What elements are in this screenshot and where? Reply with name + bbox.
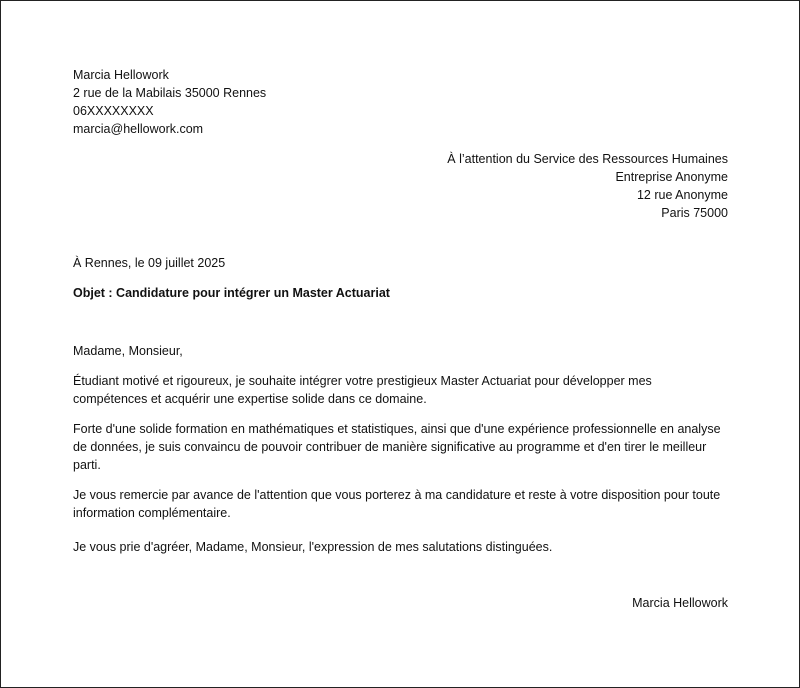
closing-formula: Je vous prie d'agréer, Madame, Monsieur, l'expression de mes salutations distinguées.: [73, 540, 553, 554]
sender-address: 2 rue de la Mabilais 35000 Rennes: [73, 86, 267, 100]
body-paragraph-3: Je vous remercie par avance de l'attention que vous porterez à ma candidature et reste à votre disposition pour toute information complémentaire.: [73, 488, 721, 520]
sender-block: [73, 66, 728, 138]
recipient-city: Paris 75000: [661, 206, 728, 220]
sender-email: marcia@hellowork.com: [73, 122, 204, 136]
signature: Marcia Hellowork: [632, 596, 728, 610]
sender-name: Marcia Hellowork: [73, 68, 169, 82]
recipient-block: [73, 150, 728, 222]
subject-line: Objet : Candidature pour intégrer un Master Actuariat: [73, 286, 390, 300]
letter-content: [73, 66, 728, 612]
salutation: Madame, Monsieur,: [73, 344, 183, 358]
date-line: À Rennes, le 09 juillet 2025: [73, 256, 226, 270]
body-paragraph-1: Étudiant motivé et rigoureux, je souhaite intégrer votre prestigieux Master Actuariat pour développer mes compétences et acquérir une expertise solide dans ce domaine.: [73, 374, 652, 406]
recipient-company: Entreprise Anonyme: [615, 170, 728, 184]
recipient-attention: À l’attention du Service des Ressources Humaines: [447, 152, 728, 166]
sender-phone: 06XXXXXXXX: [73, 104, 154, 118]
body-paragraph-2: Forte d'une solide formation en mathématiques et statistiques, ainsi que d'une expérience professionnelle en analyse de données, je suis convaincu de pouvoir contribuer de manière significative au programme et d'en tirer le meilleur parti.: [73, 422, 721, 472]
recipient-street: 12 rue Anonyme: [636, 188, 728, 202]
